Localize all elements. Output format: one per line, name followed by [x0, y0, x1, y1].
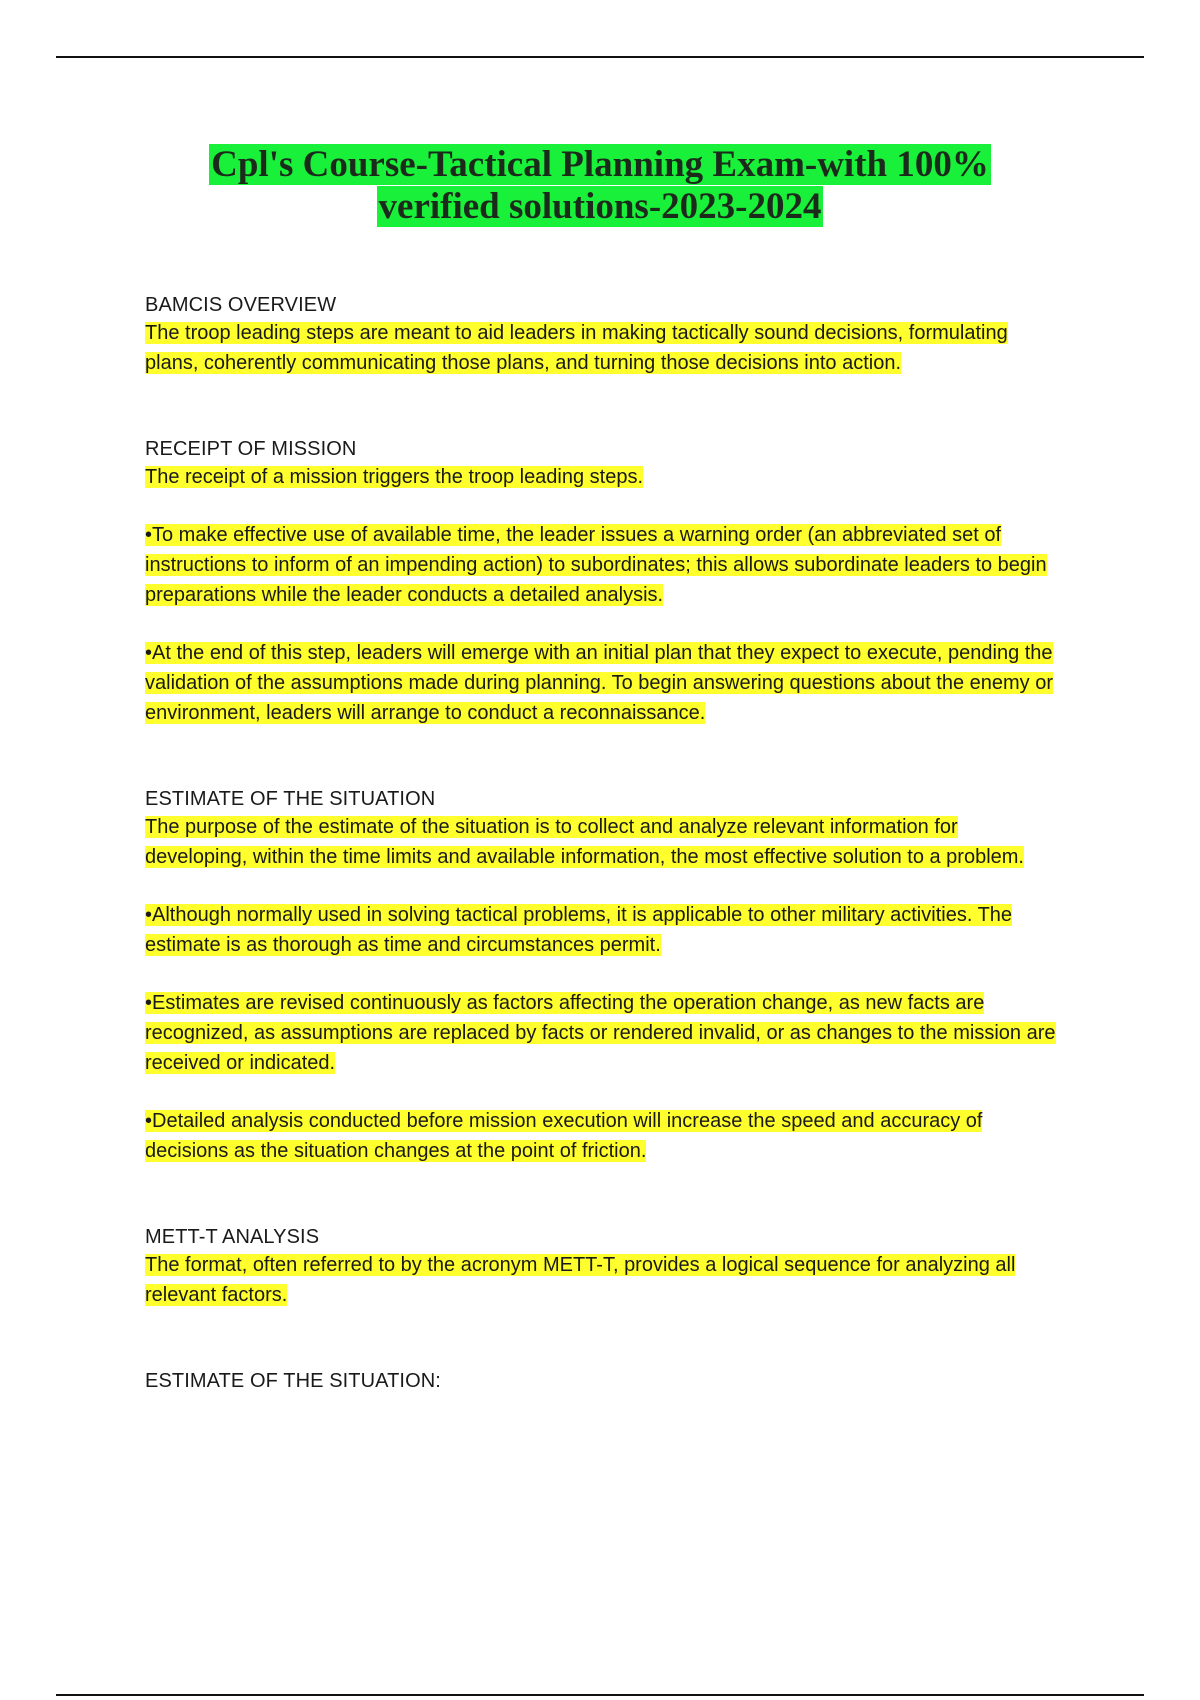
answer-paragraph: The receipt of a mission triggers the troop leading steps. [145, 466, 644, 488]
section-heading: BAMCIS OVERVIEW [145, 294, 337, 316]
bullet-paragraph: •To make effective use of available time, the leader issues a warning order (an abbreviated set of instructions to inform of an impending action) to subordinates; this allows subordinate leaders to begin preparations while the leader conducts a detailed analysis. [145, 524, 1047, 606]
section-heading: METT-T ANALYSIS [145, 1226, 320, 1248]
section-estimate-of-the-situation-2 [145, 1368, 1065, 1394]
section-receipt-of-mission [145, 436, 1065, 728]
section-heading: ESTIMATE OF THE SITUATION: [145, 1370, 441, 1392]
section-estimate-of-the-situation [145, 786, 1065, 1166]
bullet-paragraph: •At the end of this step, leaders will emerge with an initial plan that they expect to execute, pending the validation of the assumptions made during planning. To begin answering questions about the enemy or environment, leaders will arrange to conduct a reconnaissance. [145, 642, 1053, 724]
document-body [145, 292, 1065, 1394]
footer-rule [56, 1694, 1144, 1696]
section-heading: RECEIPT OF MISSION [145, 438, 357, 460]
title-line-2: verified solutions-2023-2024 [378, 186, 822, 227]
bullet-paragraph: •Although normally used in solving tactical problems, it is applicable to other military activities. The estimate is as thorough as time and circumstances permit. [145, 904, 1013, 956]
title-line-1: Cpl's Course-Tactical Planning Exam-with 100% [211, 144, 989, 185]
section-heading: ESTIMATE OF THE SITUATION [145, 788, 436, 810]
answer-paragraph: The format, often referred to by the acronym METT-T, provides a logical sequence for analyzing all relevant factors. [145, 1254, 1016, 1306]
answer-paragraph: The purpose of the estimate of the situation is to collect and analyze relevant information for developing, within the time limits and available information, the most effective solution to a problem. [145, 816, 1024, 868]
section-mett-t-analysis [145, 1224, 1065, 1310]
document-title [0, 144, 1200, 228]
bullet-paragraph: •Detailed analysis conducted before mission execution will increase the speed and accuracy of decisions as the situation changes at the point of friction. [145, 1110, 983, 1162]
header-rule [56, 56, 1144, 58]
section-bamcis-overview [145, 292, 1065, 378]
bullet-paragraph: •Estimates are revised continuously as factors affecting the operation change, as new facts are recognized, as assumptions are replaced by facts or rendered invalid, or as changes to the mission are received or indicated. [145, 992, 1056, 1074]
answer-paragraph: The troop leading steps are meant to aid leaders in making tactically sound decisions, formulating plans, coherently communicating those plans, and turning those decisions into action. [145, 322, 1008, 374]
